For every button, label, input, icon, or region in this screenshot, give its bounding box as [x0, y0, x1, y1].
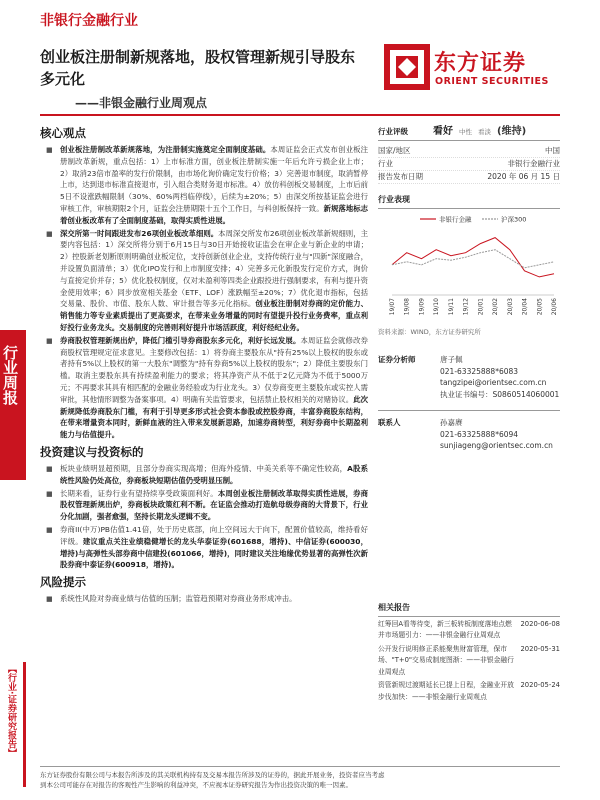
paragraph-emphasis: 创业板注册制对券商的定价能力、销售能力等专业素质提出了更高要求，在带来业务增量的同时有望提升投行业务费率，重点利好投行业务龙头。交易制度的完善则利好提升市场活跃度，利好经纪业务。: [60, 299, 368, 332]
info-value: 非银行金融行业: [507, 159, 560, 168]
analyst-key: [378, 377, 440, 389]
rating-value: 看好: [433, 126, 453, 137]
section-heading: 风险提示: [40, 575, 86, 590]
analyst-row: [378, 366, 560, 378]
paragraph-text: 本周证监会就修改券商股权管理规定征求意见。主要修改包括：1）将券商主要股东从"持有25%以上股权的股东或者持有5%以上股权的第一大股东"调整为"持有券商5%以上股权的股东"；2）降低主要股东门槛。取消主要股东具有持续盈利能力的要求；将其净资产从不低于2亿元降为不低于5000万元；不再要求其具有相匹配的金融业务经验或为行业龙头。3）仅券商变更主要股东或实控人需审批，其他情形调整为备案事项。4）明确有关监管要求，包括禁止股权相关的对赌协议。: [60, 335, 368, 404]
rating-neutral: 中性: [459, 128, 472, 136]
divider: [378, 410, 560, 411]
bullet-icon: ■: [46, 489, 53, 498]
footer-line: 东方证券股份有限公司与本报告所涉及的其关联机构持有及交易本报告所涉及的证券的，据此开展业务，投资者应当考虑: [40, 771, 385, 779]
contact-row: [378, 429, 560, 441]
contact-phone: 021-63325888*6094: [440, 429, 519, 439]
company-logo: [384, 38, 560, 98]
info-value: 中国: [545, 146, 560, 155]
related-reports: [378, 619, 560, 704]
analyst-key: 证券分析师: [378, 355, 416, 364]
analyst-phone: 021-63325888*6083: [440, 366, 519, 376]
x-tick-label: 20/04: [521, 298, 529, 316]
legend-label: 非银行金融: [439, 215, 472, 224]
logo-mark-icon: [384, 44, 430, 90]
analyst-email[interactable]: tangzipei@orientsec.com.cn: [440, 378, 547, 387]
info-table: [378, 145, 560, 184]
bullet-paragraph: [40, 228, 370, 334]
paragraph-text: 本周深交所发布26项创业板改革新规细则，主要内容包括：1）深交所将分别于6月15日与30日开始接收证监会在审企业与新企业的申请；2）控股新老划断原则明确创业板定位，支持创新创业企业，支持传统行业与"四新"深度融合，并设置负面清单；3）优化IPO发行和上市制度安排；4）完善多元化新股发行定价方式，询价与直接定价并存；5）优化股权制度，仅对未盈利等四类企业跟投进行强制要求，有利与提升资金使用效率；6）同步放宽相关基金（ETF、LOF）涨跌幅至±20%；7）优化退市指标，包括交易量、股价、市值、股东人数、审计报告等多元化指标。: [60, 228, 368, 309]
info-key: 国家/地区: [378, 146, 411, 155]
x-tick-label: 19/09: [418, 298, 426, 316]
paragraph-emphasis: 本周创业板注册制改革取得实质性进展，券商股权管理新规出炉，券商板块政策红利不断。在证监会推动打造航母级券商的大背景下，行业分化加剧，强者愈强，坚持长期龙头逻辑不变。: [60, 488, 368, 522]
legend-label: 沪深300: [501, 215, 527, 224]
contact-row: [378, 440, 560, 452]
contact-row: [378, 417, 560, 429]
x-tick-label: 20/02: [492, 298, 500, 316]
analyst-row: [378, 377, 560, 389]
bullet-paragraph: [40, 335, 370, 441]
side-bottom-label: 【行业·证券研究报告】: [6, 664, 16, 758]
related-heading: 相关报告: [378, 602, 560, 617]
bullet-paragraph: [40, 524, 370, 571]
rating-maintain: (维持): [497, 126, 527, 137]
related-report-date: 2020-06-08: [520, 619, 560, 628]
info-value: 2020 年 06 月 15 日: [487, 172, 560, 181]
main-content: [40, 122, 370, 606]
paragraph-lead: 券商股权管理新规出炉，降低门槛引导券商股东多元化，利好长远发展。: [60, 335, 301, 345]
info-key: 行业: [378, 159, 393, 168]
related-report-title[interactable]: 资管新规过渡期延长已提上日程，金融业开放步伐加快：——非银金融行业周观点: [378, 681, 514, 701]
bullet-icon: ■: [46, 146, 53, 154]
x-tick-label: 19/07: [389, 298, 396, 316]
related-report-title[interactable]: 公开发行说明修正系能聚焦财富管理，保市场、"T+0"交易成制度图渐：——非银金融行业周观点: [378, 644, 514, 676]
paragraph-text: 券商II(中万)PB估值1.41倍，处于历史底部，向上空间远大于向下，配置价值较高，维持看好评级。: [60, 524, 368, 546]
bullet-icon: ■: [46, 595, 53, 604]
info-key: 报告发布日期: [378, 172, 423, 181]
info-row: [378, 171, 560, 184]
contact-key: [378, 440, 440, 452]
bullet-icon: ■: [46, 229, 53, 238]
report-subtitle: ——非银金融行业周观点: [75, 96, 208, 110]
bullet-paragraph: [40, 593, 370, 605]
related-report-date: 2020-05-31: [520, 644, 560, 653]
sector-label: 非银行金融行业: [40, 13, 138, 29]
info-row: [378, 145, 560, 158]
x-tick-label: 20/03: [506, 298, 514, 316]
contact-key: 联系人: [378, 418, 401, 427]
analyst-key: [378, 389, 440, 401]
x-tick-label: 19/12: [462, 298, 470, 316]
contact-value: 孙嘉赓: [440, 418, 463, 427]
paragraph-lead: 创业板注册制改革新规落地，为注册制实施奠定全面制度基础。: [60, 145, 271, 154]
paragraph-text: 系统性风险对券商业绩与估值的压制；监管趋预期对券商业务形成冲击。: [60, 594, 297, 604]
x-tick-label: 19/08: [403, 298, 411, 316]
bullet-paragraph: [40, 488, 370, 523]
contact-email[interactable]: sunjiageng@orientsec.com.cn: [440, 441, 553, 450]
analyst-row: [378, 389, 560, 401]
x-tick-label: 20/05: [536, 298, 544, 316]
chart-heading: 行业表现: [378, 194, 560, 209]
section-heading: 投资建议与投资标的: [40, 444, 144, 459]
logo-text-en: ORIENT SECURITIES: [435, 76, 549, 87]
header-rule: [40, 114, 560, 116]
paragraph-emphasis: 新规落地标志着创业板改革有了全面制度基础，取得实质性进展。: [60, 203, 368, 225]
report-title: 创业板注册制新规落地，股权管理新规引导股东多元化: [40, 48, 356, 88]
bullet-paragraph: [40, 463, 370, 487]
chart-source: 资料来源：WIND，东方证券研究所: [378, 328, 481, 336]
paragraph-emphasis: 此次新规降低券商股东门槛，有利于引导更多形式社会资本参股或控股券商，丰富券商股东结构，在带来增量资本同时，新鲜血液的注入带来发展新思路，加速券商转型，利好券商中长期盈利能力与估值提升。: [60, 394, 368, 440]
bullet-icon: ■: [46, 336, 53, 345]
report-type-label: 行业周报: [1, 345, 19, 405]
rating-row: [378, 122, 560, 141]
series-line-0: [392, 238, 554, 277]
disclaimer-footer: [40, 766, 560, 790]
bullet-icon: ■: [46, 464, 53, 473]
analyst-row: [378, 354, 560, 366]
paragraph-text: 长期来看，证券行业有望持续享受政策面利好。: [60, 488, 218, 498]
x-tick-label: 20/01: [477, 298, 485, 316]
related-report-title[interactable]: 红筹回A看等待变，新三板转板制度落地点燃并市场题引力：——非银金融行业周观点: [378, 619, 512, 639]
logo-text-cn: 东方证券: [434, 51, 527, 76]
section-heading: 核心观点: [40, 126, 86, 140]
rating-bearish: 看淡: [478, 128, 491, 136]
info-row: [378, 158, 560, 171]
paragraph-text: 板块业绩明显超预期，且部分券商实现高增；但海外疫情、中美关系等不确定性较高，: [60, 463, 348, 473]
rating-label: 行业评级: [378, 127, 408, 136]
paragraph-text: 本周证监会正式发布创业板注册制改革新规，重点包括：1）上市标准方面，创业板注册制实施一年后允许亏损企业上市；2）取消23倍市盈率的发行价限制，由市场化询价确定发行价格；3）完善退市制度，取消暂停上市，达到退市标准直接退市，引入组合类财务退市标准。4）放仿科创板交易制度，上市后前5日不设涨跌幅限制（30%、60%两档临停线），后续为±20%；5）由深交所按基证监会进行审核工作，审核期限2个月，证监会注册期限十五个工作日，与科创板保持一致。: [60, 145, 368, 213]
paragraph-emphasis: 建议重点关注业绩稳健增长的龙头华泰证券(601688，增持)、中信证券(600030，增持)与高弹性头部券商中信建投(601066，增持)，同时建议关注地缘优势显著的高弹性次新股券商中泰证券(600918，增持)。: [60, 536, 368, 570]
contact-key: [378, 429, 440, 441]
performance-chart: [378, 213, 560, 321]
x-tick-label: 19/11: [447, 298, 455, 316]
bullet-paragraph: [40, 144, 370, 227]
right-sidebar: [378, 122, 560, 703]
related-report-item[interactable]: [378, 619, 560, 642]
series-line-1: [392, 250, 554, 268]
related-report-item[interactable]: [378, 644, 560, 679]
related-report-item[interactable]: [378, 680, 560, 703]
analyst-block: [378, 354, 560, 452]
analyst-license: 执业证书编号：S0860514060001: [440, 389, 560, 399]
paragraph-emphasis: A股系统性风险仍处高位，券商板块短期估值仍受明显压制。: [60, 463, 368, 485]
bullet-icon: ■: [46, 525, 53, 534]
related-report-date: 2020-05-24: [520, 681, 560, 689]
x-tick-label: 20/06: [551, 298, 558, 316]
paragraph-lead: 深交所第一时间跟进发布26项创业板改革细则。: [60, 228, 219, 238]
footer-line: 到本公司可能存在对报告的客观性产生影响的利益冲突，不应视本证券研究报告为作出投资决策的唯一因素。: [40, 781, 352, 789]
analyst-value: 唐子佩: [440, 355, 463, 364]
x-tick-label: 19/10: [433, 298, 441, 316]
analyst-key: [378, 366, 440, 378]
